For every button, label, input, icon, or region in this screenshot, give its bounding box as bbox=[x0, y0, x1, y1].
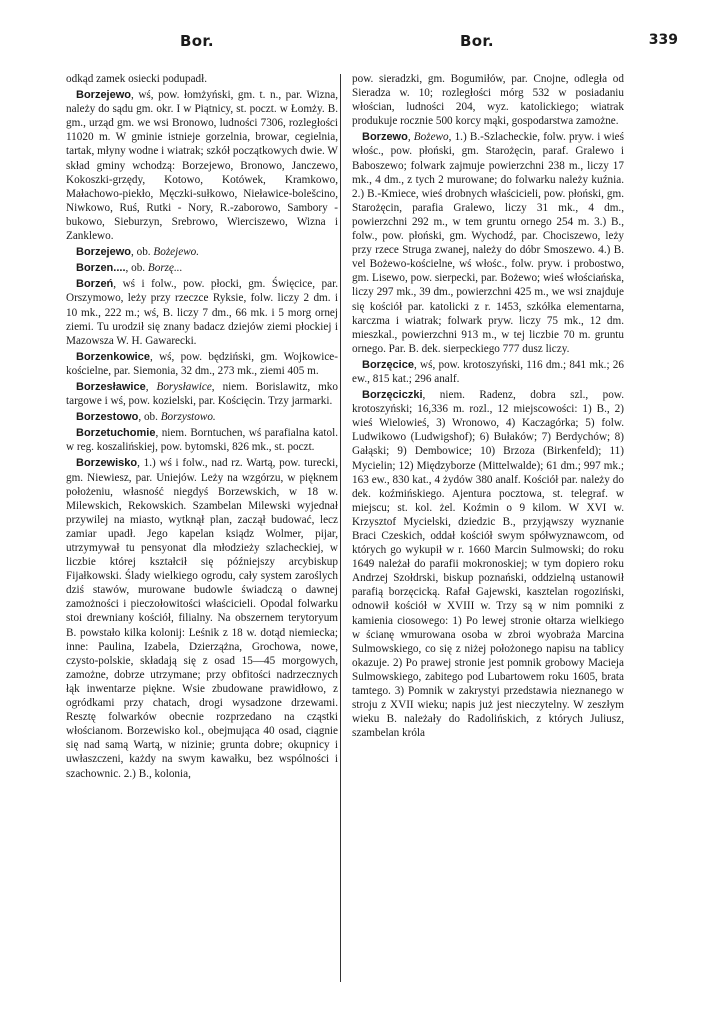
entry-text: , 1.) B.-Szlacheckie, folw. pryw. i wieś włośc., pow. płoński, gm. Starożęcin, paraf. Gralewo i Baboszewo; folwark zajmuje powierzchni 238 m., liczy 17 mk., 4 dm., z tych 2 murowane; do folwarku należy kuźnia. 2.) B.-Kmiece, wieś drobnych właścicieli, pow. płoński, gm. Starożęcin, parafia Gralewo, liczy 31 mk., 4 dm., powierzchni 292 m., w tem gruntu ornego 254 m. 3.) B., folw., pow. płoński, gm. Wychodź, par. Chociszewo, leży przy rzece Struga zwanej, należy do dóbr Smoszewo. 4.) B. vel Bożewo-kościelne, wś włośc., folw. pryw. i probostwo, gm. Lisewo, pow. sierpecki, par. Bożewo; wieś włościańska, liczy 297 mk., 39 dm., powierzchni 425 m., we wsi znajduje się kościół par. katolicki z r. 1453, szkółka elementarna, karczma i wiatrak; folwark pryw. liczy 75 mk., 12 dm. mieszkal., powierzchni 913 m., w tej liczbie 70 m. gruntu ornego. Par. B. dek. sierpeckiego 777 dusz liczy. bbox=[352, 131, 624, 355]
dictionary-entry bbox=[352, 72, 624, 128]
entry-headword: Borzen.... bbox=[76, 262, 126, 275]
entry-headword: Borzęciczki bbox=[362, 389, 423, 402]
entry-text: , ob. bbox=[138, 411, 161, 424]
entry-cross-reference: Borzę... bbox=[147, 262, 183, 275]
running-head-left: Bor. bbox=[180, 32, 214, 50]
entry-headword: Borzejewo bbox=[76, 246, 132, 259]
dictionary-entry bbox=[66, 410, 338, 424]
entry-cross-reference: Bożejewo. bbox=[153, 246, 200, 259]
dictionary-entry bbox=[66, 72, 338, 86]
dictionary-entry bbox=[66, 426, 338, 454]
page-number: 339 bbox=[648, 32, 678, 48]
column-divider bbox=[340, 74, 341, 982]
entry-text: , wś i folw., pow. płocki, gm. Święcice, par. Orszymowo, leży przy rzeczce Ryksie, folw. liczy 2 dm. i 10 mk., 222 m.; wś, B. liczy 7 dm., 66 mk. i 5 morg ornej ziemi. Tu urodził się znany badacz dziejów ziemi płockiej i Mazowsza W. H. Gawarecki. bbox=[66, 278, 338, 347]
entry-headword: Borzewisko bbox=[76, 457, 138, 470]
dictionary-entry bbox=[66, 380, 338, 408]
running-head-right: Bor. bbox=[460, 32, 494, 50]
dictionary-entry bbox=[66, 456, 338, 780]
entry-headword: Borzestowo bbox=[76, 411, 139, 424]
dictionary-entry bbox=[66, 245, 338, 259]
dictionary-entry bbox=[66, 277, 338, 347]
entry-text: , wś, pow. będziński, gm. Wojkowice-kościelne, par. Siemonia, 32 dm., 273 mk., ziemi 405 m. bbox=[66, 350, 338, 377]
entry-variant-name: , Bożewo bbox=[407, 131, 449, 144]
entry-text: , wś, pow. krotoszyński, 116 dm.; 841 mk.; 26 ew., 815 kat.; 296 analf. bbox=[352, 358, 624, 385]
entry-text: , ob. bbox=[125, 262, 148, 275]
page-header bbox=[60, 32, 700, 54]
dictionary-entry bbox=[66, 350, 338, 378]
entry-text: , niem. Borntuchen, wś parafialna katol. w reg. koszalińskiej, pow. bytomski, 826 mk., st. poczt. bbox=[66, 427, 338, 454]
entry-text: , ob. bbox=[131, 246, 154, 259]
dictionary-entry bbox=[352, 130, 624, 356]
entry-text: pow. sieradzki, gm. Bogumiłów, par. Cnojne, odległa od Sieradza w. 10; rozległości mórg 532 w posiadaniu włościan, ludności 204, wyz. katolickiego; wiatrak produkuje rocznie 500 korcy mąki, gospodarstwa zamożne. bbox=[352, 73, 624, 128]
left-column bbox=[66, 72, 338, 783]
entry-text: , 1.) wś i folw., nad rz. Wartą, pow. turecki, gm. Niewiesz, par. Uniejów. Leży na wzgórzu, w pięknem położeniu, własność niegdyś Borzewskich, w 18 w. Milewskich, Rekowskich. Szambelan Milewski wyjednał przywilej na miasto, wytknął plan, zaczął budować, lecz zamiar upadł. Jego kapelan ksiądz Wolmer, pijar, utrzymywał tu pensyonat dla młodzieży szlacheckiej, w liczbie której kształcił się późniejszy arcybiskup Fijałkowski. Ślady wielkiego ogrodu, cały system zaroślych dziś stawów, murowane budowle świadczą o dawnej zamożności i pieczołowitości właścicieli. Opodal folwarku stoi drewniany kościół, filialny. Na obszernem terytoryum B. powstało kilka kolonij: Leśnik z 18 w. dotąd niemiecka; inne: Paulina, Izabela, Dzierzążna, Grochowa, nowe, czysto-polskie, składają się z osad 15—45 morgowych, zamożne, dobrze utrzymane; przy obfitości nadrzecznych łąk inwentarze piękne. Wsie zbudowane prawidłowo, z ogródkami przy chatach, drogi wysadzone drzewami. Resztę folwarków obecnie rozprzedano na cząstki włościanom. Borzewisko kol., obejmująca 40 osad, ciągnie się nad samą Wartą, w nizinie; grunta dobre; okupnicy i uwłaszczeni, każdy na swym kawałku, bez wspólności i szachownic. 2.) B., kolonia, bbox=[66, 457, 338, 780]
entry-headword: Borzewo bbox=[362, 131, 408, 144]
entry-headword: Borzesławice bbox=[76, 380, 146, 393]
dictionary-entry bbox=[66, 261, 338, 275]
entry-text: , niem. Borislawitz, mko targowe i wś, pow. kozielski, par. Kościęcin. Trzy jarmarki. bbox=[66, 380, 338, 408]
dictionary-entry bbox=[352, 358, 624, 386]
entry-headword: Borzenkowice bbox=[76, 350, 150, 363]
entry-headword: Borzejewo bbox=[76, 89, 132, 102]
entry-text: , niem. Radenz, dobra szl., pow. krotoszyński; 16,336 m. rozl., 12 miejscowości: 1) B., 2) wieś Wielowieś, 3) Wronowo, 4) Kaczagórka; 5) folw. Ludwikowo (Ludwigshof); 6) Bułaków; 7) Berdychów; 8) Gałąski; 9) Dembowice; 10) Brzoza (Birkenfeld); 11) Mycielin; 12) Międzyborze (Mittelwalde); 61 dm.; 997 mk.; 163 ew., 830 kat., 4 żydów 380 analf. Kościół par. należy do dek. koźmińskiego. Ajentura pocztowa, st. telegraf. w miejscu; st. kol. żel. Koźmin o 9 kilom. W XVI w. Krzysztof Mycielski, dziedzic B., przyjąwszy wyznanie Braci Czeskich, oddał kościół swym spółwyznawcom, od których go wykupił w r. 1660 Marcin Sulmowski; do roku 1649 należał do parafii mokronoskiej; w tym dopiero roku Andrzej Szołdrski, biskup poznański, oddzielną ustanowił parafią borzęcicką. Rafał Gajewski, kasztelan rogoziński, odnowił kościół w XVIII w. Trzy są w nim pomniki z kamienia ciosowego: 1) Po lewej stronie ołtarza wielkiego w ścianę wmurowana osoba w zbroi wyobraża Marcina Sulmowskiego, co się z niżej położonego napisu na tablicy okazuje. 2) Po prawej stronie jest pomnik grobowy Macieja Sulmowskiego, zabitego pod Lubartowem roku 1605, brata tamtego. 3) Pomnik w zakrystyi przedstawia nieznanego w stroju z XVII wieku; napis już jest nieczytelny. W zeszłym wieku B. należały do Radolińskich, z których Juliusz, szambelan króla bbox=[352, 389, 624, 740]
dictionary-entry bbox=[352, 388, 624, 740]
right-column bbox=[352, 72, 624, 742]
entry-variant-name: , Borysławice bbox=[145, 380, 212, 393]
entry-text: odkąd zamek osiecki podupadł. bbox=[66, 73, 208, 85]
entry-headword: Borzeń bbox=[76, 278, 114, 291]
entry-headword: Borzetuchomie bbox=[76, 427, 156, 440]
entry-cross-reference: Borzystowo. bbox=[160, 411, 216, 424]
entry-headword: Borzęcice bbox=[362, 358, 414, 371]
entry-text: , wś, pow. łomżyński, gm. t. n., par. Wizna, należy do sądu gm. okr. I w Piątnicy, st. poczt. w Łomży. B. gm., urząd gm. we wsi Bronowo, ludności 7306, rozległości 11020 m. W gminie istnieje gorzelnia, browar, cegielnia, tartak, młyny wodne i wiatrak; szkół początkowych dwie. W skład gminy wchodzą: Borzejewo, Bronowo, Janczewo, Kokoszki-grzędy, Kotowo, Kotówek, Kramkowo, Małachowo-piekło, Męczki-sułkowo, Nieławice-bolešcino, Niwkowo, Ruś, Rutki - Nory, R.-zaborowo, Sambory - bukowo, Sieburzyn, Srebrowo, Wierciszewo, Wizna i Zanklewo. bbox=[66, 89, 338, 243]
dictionary-entry bbox=[66, 88, 338, 243]
